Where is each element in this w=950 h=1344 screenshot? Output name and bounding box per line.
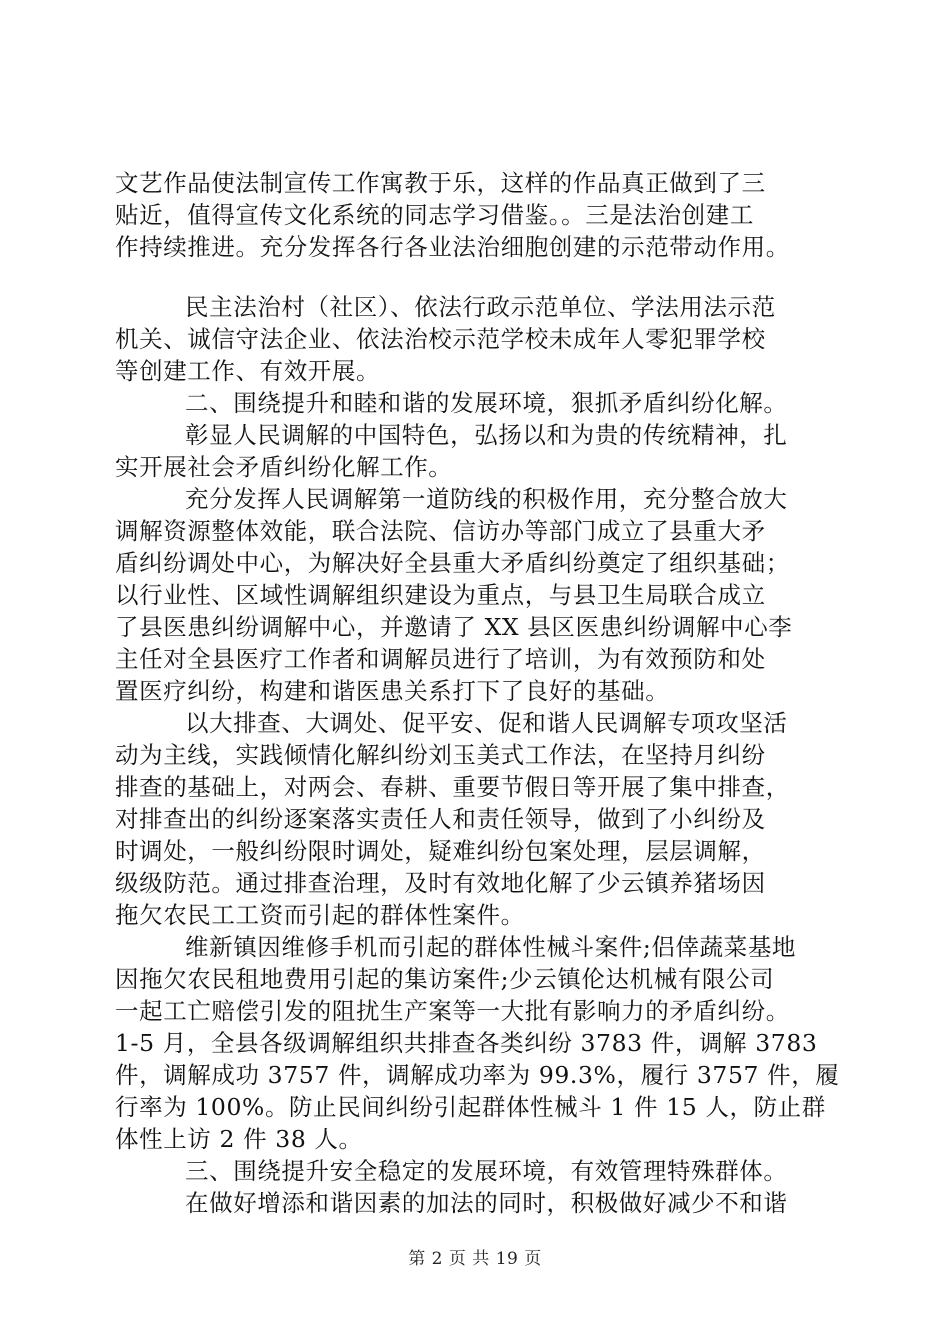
text-line: 置医疗纠纷，构建和谐医患关系打下了良好的基础。 [115, 677, 670, 705]
text-line: 彰显人民调解的中国特色，弘扬以和为贵的传统精神，扎 [185, 421, 788, 449]
paragraph [115, 931, 845, 1155]
text-line: 民主法治村（社区）、依法行政示范单位、学法用法示范 [185, 293, 776, 321]
text-line: 以行业性、区域性调解组织建设为重点，与县卫生局联合成立 [115, 581, 766, 609]
text-line: 体性上访 2 件 38 人。 [115, 1125, 363, 1153]
text-line: 行率为 100%。防止民间纠纷引起群体性械斗 1 件 15 人，防止群 [115, 1093, 826, 1121]
text-line: 对排查出的纠纷逐案落实责任人和责任领导，做到了小纠纷及 [115, 805, 766, 833]
text-line: 了县医患纠纷调解中心，并邀请了 XX 县区医患纠纷调解中心李 [115, 613, 793, 641]
text-line: 调解资源整体效能，联合法院、信访办等部门成立了县重大矛 [115, 517, 766, 545]
text-line: 充分发挥人民调解第一道防线的积极作用，充分整合放大 [185, 485, 788, 513]
text-line: 以大排查、大调处、促平安、促和谐人民调解专项攻坚活 [185, 709, 788, 737]
paragraph-gap [115, 263, 845, 291]
text-line: 一起工亡赔偿引发的阻扰生产案等一大批有影响力的矛盾纠纷。 [115, 997, 790, 1025]
paragraph [115, 167, 845, 263]
paragraph [115, 1187, 845, 1219]
paragraph [115, 1155, 845, 1187]
text-line: 1-5 月，全县各级调解组织共排查各类纠纷 3783 件，调解 3783 [115, 1029, 818, 1057]
text-line: 排查的基础上，对两会、春耕、重要节假日等开展了集中排查， [115, 773, 790, 801]
text-line: 盾纠纷调处中心，为解决好全县重大矛盾纠纷奠定了组织基础； [115, 549, 790, 577]
text-line: 件，调解成功 3757 件，调解成功率为 99.3%，履行 3757 件，履 [115, 1061, 840, 1089]
paragraph [115, 387, 845, 419]
text-line: 拖欠农民工工资而引起的群体性案件。 [115, 901, 525, 929]
text-line: 机关、诚信守法企业、依法治校示范学校未成年人零犯罪学校 [115, 325, 766, 353]
text-line: 作持续推进。充分发挥各行各业法治细胞创建的示范带动作用。 [115, 233, 790, 261]
text-line: 实开展社会矛盾纠纷化解工作。 [115, 453, 453, 481]
text-line: 时调处，一般纠纷限时调处，疑难纠纷包案处理，层层调解， [115, 837, 766, 865]
text-line: 等创建工作、有效开展。 [115, 357, 381, 385]
paragraph [115, 707, 845, 931]
text-line: 维新镇因维修手机而引起的群体性械斗案件;侣倖蔬菜基地 [185, 933, 797, 961]
page-footer: 第 2 页 共 19 页 [408, 1249, 542, 1269]
text-line: 文艺作品使法制宣传工作寓教于乐，这样的作品真正做到了三 [115, 169, 766, 197]
paragraph [115, 291, 845, 387]
text-line: 动为主线，实践倾情化解纠纷刘玉美式工作法，在坚持月纠纷 [115, 741, 766, 769]
text-line: 因拖欠农民租地费用引起的集访案件;少云镇伦达机械有限公司 [115, 965, 775, 993]
paragraph [115, 483, 845, 707]
text-line: 贴近，值得宣传文化系统的同志学习借鉴。。三是法治创建工 [115, 201, 754, 229]
text-line: 在做好增添和谐因素的加法的同时，积极做好减少不和谐 [185, 1189, 788, 1217]
document-body [115, 167, 845, 1219]
text-line: 主任对全县医疗工作者和调解员进行了培训，为有效预防和处 [115, 645, 766, 673]
text-line: 二、围绕提升和睦和谐的发展环境，狠抓矛盾纠纷化解。 [185, 389, 788, 417]
text-line: 级级防范。通过排查治理，及时有效地化解了少云镇养猪场因 [115, 869, 766, 897]
text-line: 三、围绕提升安全稳定的发展环境，有效管理特殊群体。 [185, 1157, 788, 1185]
paragraph [115, 419, 845, 483]
